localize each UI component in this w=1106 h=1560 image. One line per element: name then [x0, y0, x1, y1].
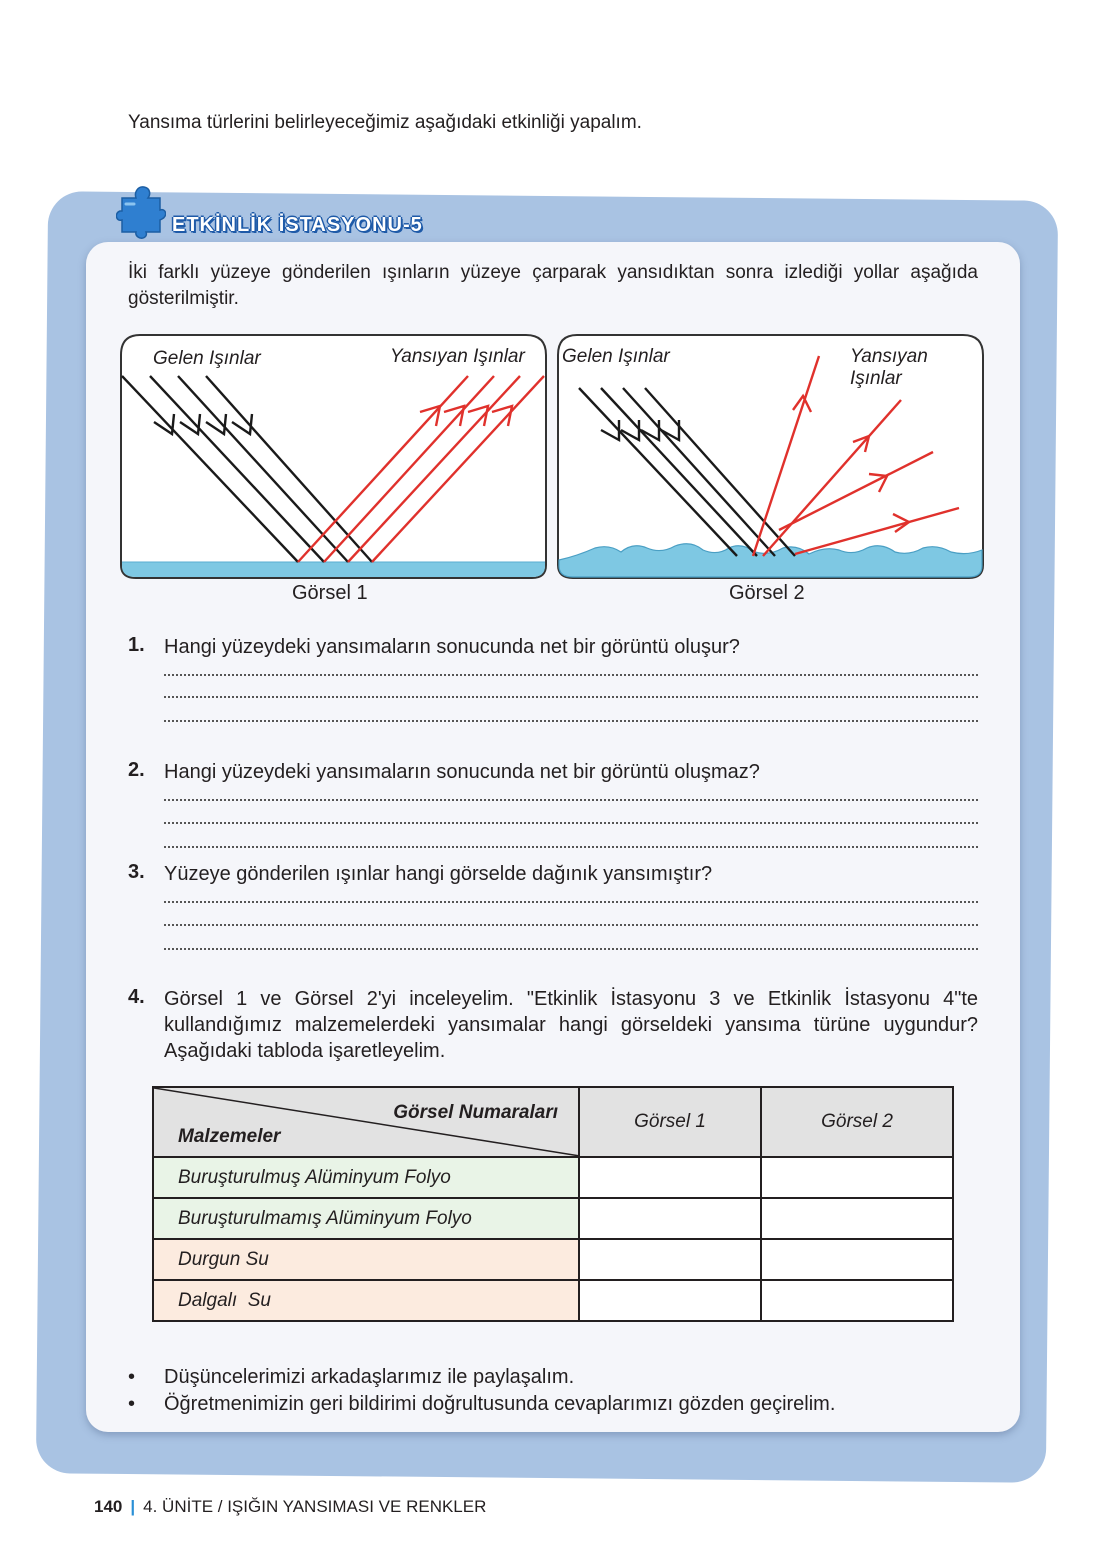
answer-line[interactable] — [164, 944, 978, 950]
diagonal-header-cell — [153, 1087, 579, 1157]
figure-2-caption: Görsel 2 — [729, 582, 805, 604]
figure-2-panel — [557, 334, 983, 576]
table-header-row — [153, 1087, 953, 1157]
mark-cell[interactable] — [579, 1280, 761, 1321]
figure-1-reflected-label: Yansıyan Işınlar — [390, 346, 525, 367]
material-cell: Buruşturulmamış Alüminyum Folyo — [153, 1198, 579, 1239]
bullet-list — [128, 1364, 835, 1418]
material-cell: Buruşturulmuş Alüminyum Folyo — [153, 1157, 579, 1198]
figure-2-incoming-label: Gelen Işınlar — [562, 346, 670, 367]
materials-table — [152, 1086, 954, 1322]
mark-cell[interactable] — [761, 1239, 953, 1280]
question-number: 3. — [128, 861, 145, 883]
table-row — [153, 1198, 953, 1239]
mark-cell[interactable] — [761, 1198, 953, 1239]
column-header: Görsel 2 — [761, 1087, 953, 1157]
question-text: Görsel 1 ve Görsel 2'yi inceleyelim. "Etkinlik İstasyonu 3 ve Etkinlik İstasyonu 4"te kullandığımız malzemelerdeki yansımalar hangi görseldeki yansıma türüne uygundur? Aşağıdaki tabloda işaretleyelim. — [164, 988, 978, 1062]
material-cell: Durgun Su — [153, 1239, 579, 1280]
diagonal-top-label: Görsel Numaraları — [393, 1102, 558, 1123]
figure-1-panel — [120, 334, 546, 576]
figure-1-incoming-label: Gelen Işınlar — [153, 348, 261, 369]
description: İki farklı yüzeye gönderilen ışınların yüzeye çarparak yansıdıktan sonra izlediği yollar aşağıda gösterilmiştir. — [128, 262, 978, 309]
column-header: Görsel 1 — [579, 1087, 761, 1157]
question-text: Hangi yüzeydeki yansımaların sonucunda net bir görüntü oluşmaz? — [164, 761, 760, 783]
intro-text: Yansıma türlerini belirleyeceğimiz aşağıdaki etkinliği yapalım. — [128, 112, 642, 133]
answer-line[interactable] — [164, 920, 978, 926]
footer-separator: | — [130, 1497, 136, 1516]
figure-2-reflected-label: Yansıyan Işınlar — [850, 346, 928, 389]
answer-line[interactable] — [164, 795, 978, 801]
unit-title: 4. ÜNİTE / IŞIĞIN YANSIMASI VE RENKLER — [143, 1497, 487, 1516]
question-number: 4. — [128, 986, 145, 1008]
page-footer — [94, 1497, 486, 1517]
table-row — [153, 1280, 953, 1321]
answer-line[interactable] — [164, 818, 978, 824]
answer-line[interactable] — [164, 692, 978, 698]
mark-cell[interactable] — [579, 1198, 761, 1239]
puzzle-icon — [116, 182, 166, 240]
answer-line[interactable] — [164, 670, 978, 676]
mark-cell[interactable] — [579, 1239, 761, 1280]
page-number: 140 — [94, 1497, 123, 1516]
question-text: Hangi yüzeydeki yansımaların sonucunda net bir görüntü oluşur? — [164, 636, 740, 658]
answer-line[interactable] — [164, 897, 978, 903]
list-item: • Düşüncelerimizi arkadaşlarımız ile paylaşalım. — [128, 1366, 575, 1388]
activity-title: ETKİNLİK İSTASYONU-5 — [172, 214, 423, 236]
figure-1-caption: Görsel 1 — [292, 582, 368, 604]
material-cell: Dalgalı Su — [153, 1280, 579, 1321]
answer-line[interactable] — [164, 716, 978, 722]
bullet-text: Öğretmenimizin geri bildirimi doğrultusunda cevaplarımızı gözden geçirelim. — [164, 1393, 836, 1415]
question-text: Yüzeye gönderilen ışınlar hangi görselde dağınık yansımıştır? — [164, 863, 713, 885]
mark-cell[interactable] — [761, 1157, 953, 1198]
question-number: 1. — [128, 634, 145, 656]
table-row — [153, 1239, 953, 1280]
diagonal-bottom-label: Malzemeler — [178, 1126, 281, 1147]
list-item: • Öğretmenimizin geri bildirimi doğrultusunda cevaplarımızı gözden geçirelim. — [128, 1393, 836, 1415]
answer-line[interactable] — [164, 842, 978, 848]
table-row — [153, 1157, 953, 1198]
mark-cell[interactable] — [579, 1157, 761, 1198]
mark-cell[interactable] — [761, 1280, 953, 1321]
question-number: 2. — [128, 759, 145, 781]
bullet-text: Düşüncelerimizi arkadaşlarımız ile paylaşalım. — [164, 1366, 575, 1388]
